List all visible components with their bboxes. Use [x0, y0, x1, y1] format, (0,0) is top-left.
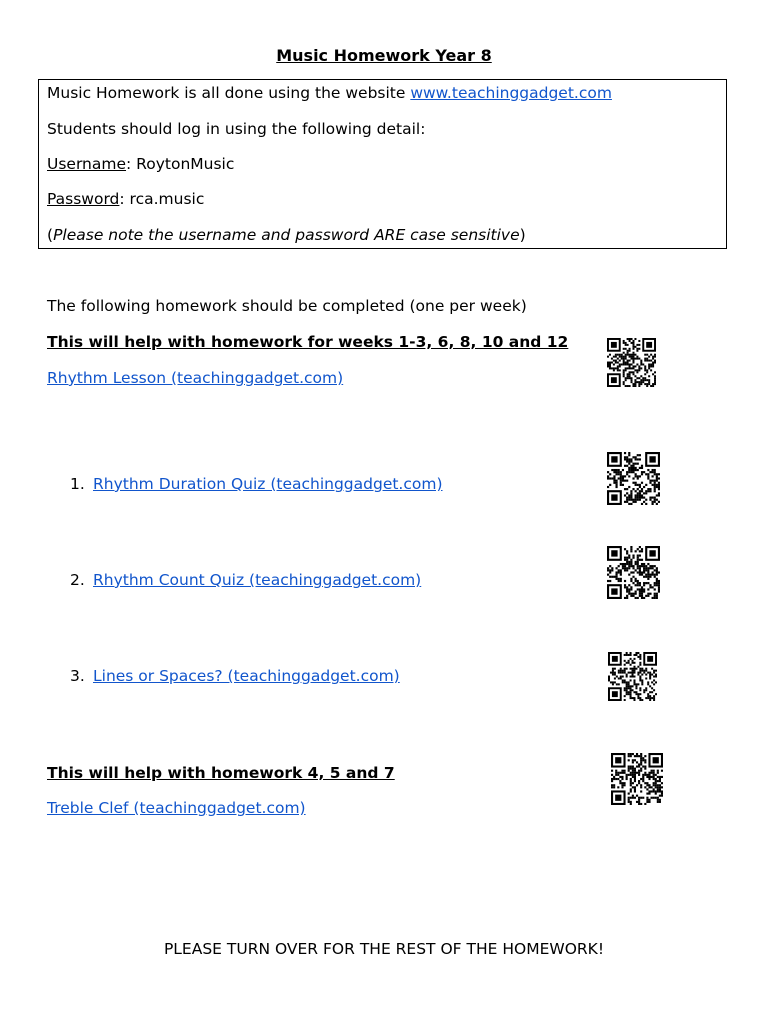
- username-line: [47, 155, 234, 173]
- username-value: : RoytonMusic: [126, 155, 235, 173]
- list-item-number: 2.: [70, 571, 85, 589]
- qr-code-icon[interactable]: [611, 753, 663, 805]
- page-title: Music Homework Year 8: [276, 46, 492, 65]
- section2-heading: This will help with homework 4, 5 and 7: [47, 764, 395, 782]
- note-close-paren: ): [519, 226, 526, 244]
- password-label: Password: [47, 190, 120, 208]
- website-link[interactable]: www.teachinggadget.com: [410, 84, 612, 102]
- qr-code-icon[interactable]: [607, 546, 660, 599]
- rhythm-lesson-link[interactable]: Rhythm Lesson (teachinggadget.com): [47, 369, 344, 387]
- qr-code-icon[interactable]: [608, 652, 657, 701]
- intro-text: The following homework should be completed (one per week): [47, 297, 527, 315]
- password-line: [47, 190, 204, 208]
- qr-code-icon[interactable]: [607, 338, 656, 387]
- note-open-paren: (: [47, 226, 54, 244]
- list-item-number: 1.: [70, 475, 85, 493]
- list-item-number: 3.: [70, 667, 85, 685]
- password-value: : rca.music: [119, 190, 205, 208]
- qr-code-icon[interactable]: [607, 452, 660, 505]
- website-line-text: Music Homework is all done using the website: [47, 84, 411, 102]
- lines-or-spaces-link[interactable]: Lines or Spaces? (teachinggadget.com): [93, 667, 400, 685]
- section1-heading: This will help with homework for weeks 1-3, 6, 8, 10 and 12: [47, 333, 569, 351]
- treble-clef-link[interactable]: Treble Clef (teachinggadget.com): [47, 799, 306, 817]
- login-instructions: Students should log in using the following detail:: [47, 120, 426, 138]
- rhythm-count-quiz-link[interactable]: Rhythm Count Quiz (teachinggadget.com): [93, 571, 422, 589]
- rhythm-duration-quiz-link[interactable]: Rhythm Duration Quiz (teachinggadget.com): [93, 475, 443, 493]
- username-label: Username: [47, 155, 127, 173]
- website-line: [47, 84, 612, 102]
- case-sensitive-note: [47, 226, 526, 244]
- turn-over-notice: PLEASE TURN OVER FOR THE REST OF THE HOMEWORK!: [163, 940, 605, 958]
- note-text: Please note the username and password ARE case sensitive: [53, 226, 520, 244]
